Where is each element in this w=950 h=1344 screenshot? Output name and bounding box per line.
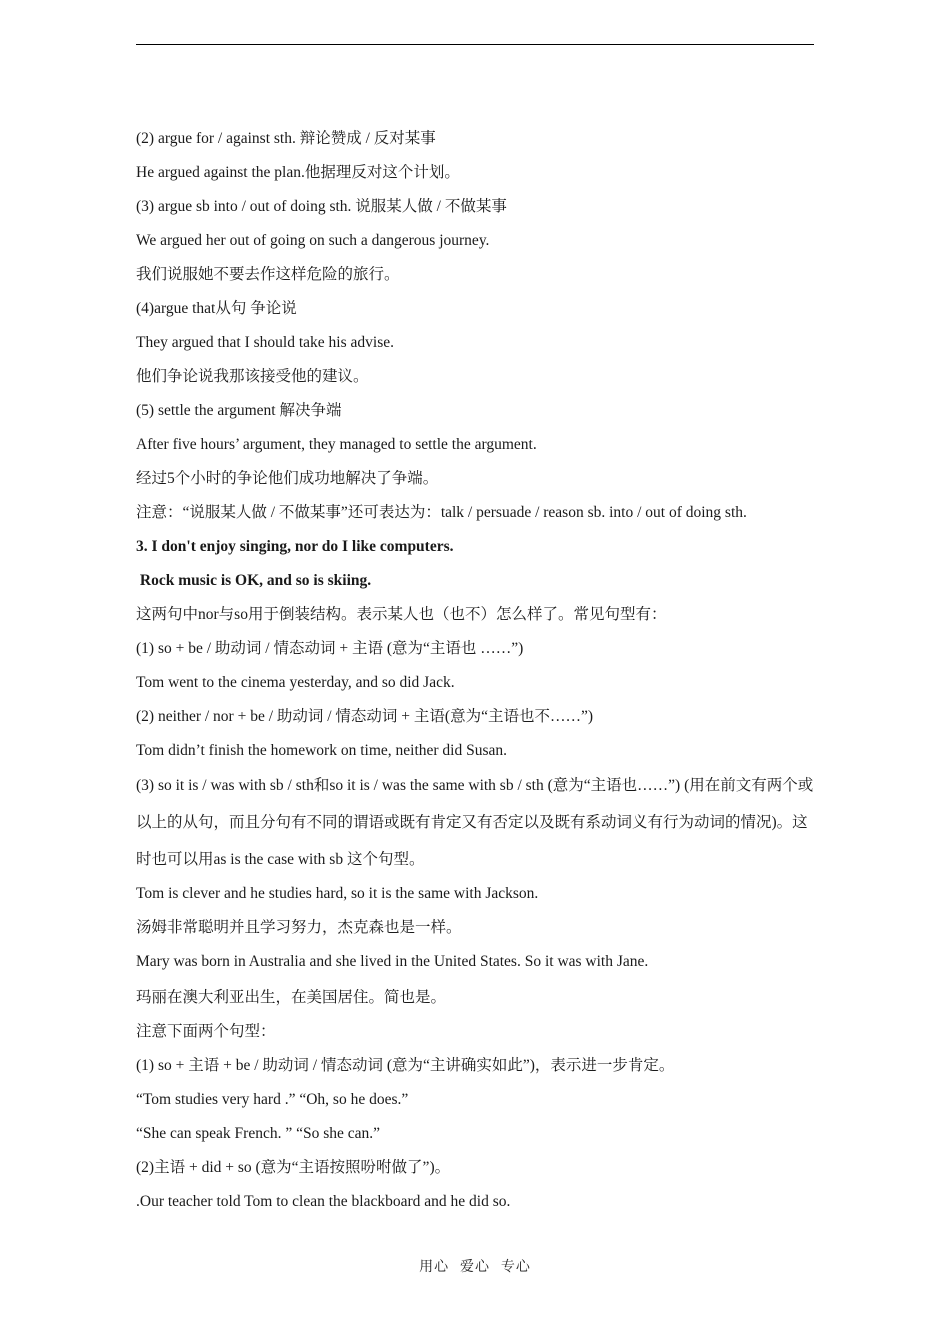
text-line: 注意下面两个句型： [136,1023,276,1040]
text-line: (3) argue sb into / out of doing sth. 说服某人做 / 不做某事 [136,198,507,215]
text-line: (1) so + be / 助动词 / 情态动词 + 主语 (意为“主语也 ……”) [136,640,524,657]
text-line: They argued that I should take his advise. [136,334,394,351]
text-line: 他们争论说我那该接受他的建议。 [136,368,369,385]
text-line: 我们说服她不要去作这样危险的旅行。 [136,266,400,283]
text-line: 经过5个小时的争论他们成功地解决了争端。 [136,470,439,487]
text-paragraph: (3) so it is / was with sb / sth和so it is / was the same with sb / sth (意为“主语也……”) (用在前文有两个或以上的从句，而且分句有不同的谓语或既有肯定又有否定以及既有系动词义有行为动词的情况)。这时也可以用as is the case with sb 这个句型。 [136,777,814,868]
text-line: (2) neither / nor + be / 助动词 / 情态动词 + 主语(意为“主语也不……”) [136,708,594,725]
document-body [136,122,820,1219]
section-heading: Rock music is OK, and so is skiing. [136,572,372,589]
text-line: “Tom studies very hard .” “Oh, so he does.” [136,1091,409,1108]
text-line: (5) settle the argument 解决争端 [136,402,342,419]
text-line: (4)argue that从句 争论说 [136,300,297,317]
text-line: After five hours’ argument, they managed to settle the argument. [136,436,537,453]
text-line: 这两句中nor与so用于倒装结构。表示某人也（也不）怎么样了。常见句型有： [136,606,667,623]
page-footer: 用心 爱心 专心 [419,1259,531,1275]
text-line: Tom went to the cinema yesterday, and so did Jack. [136,674,455,691]
section-heading: 3. I don't enjoy singing, nor do I like computers. [136,538,454,555]
text-line: 注意：“说服某人做 / 不做某事”还可表达为：talk / persuade / reason sb. into / out of doing sth. [136,504,747,521]
text-line: (2) argue for / against sth. 辩论赞成 / 反对某事 [136,130,436,147]
text-line: “She can speak French. ” “So she can.” [136,1125,381,1142]
text-line: .Our teacher told Tom to clean the blackboard and he did so. [136,1193,511,1210]
text-line: (2)主语 + did + so (意为“主语按照吩咐做了”)。 [136,1159,451,1176]
header-rule [136,44,814,45]
text-line: Tom didn’t finish the homework on time, neither did Susan. [136,742,508,759]
text-line: 玛丽在澳大利亚出生，在美国居住。简也是。 [136,989,447,1006]
text-line: He argued against the plan.他据理反对这个计划。 [136,164,460,181]
text-line: 汤姆非常聪明并且学习努力，杰克森也是一样。 [136,919,462,936]
text-line: Mary was born in Australia and she lived in the United States. So it was with Jane. [136,953,649,970]
text-line: We argued her out of going on such a dangerous journey. [136,232,490,249]
text-line: (1) so + 主语 + be / 助动词 / 情态动词 (意为“主讲确实如此”)，表示进一步肯定。 [136,1057,675,1074]
text-line: Tom is clever and he studies hard, so it is the same with Jackson. [136,885,539,902]
